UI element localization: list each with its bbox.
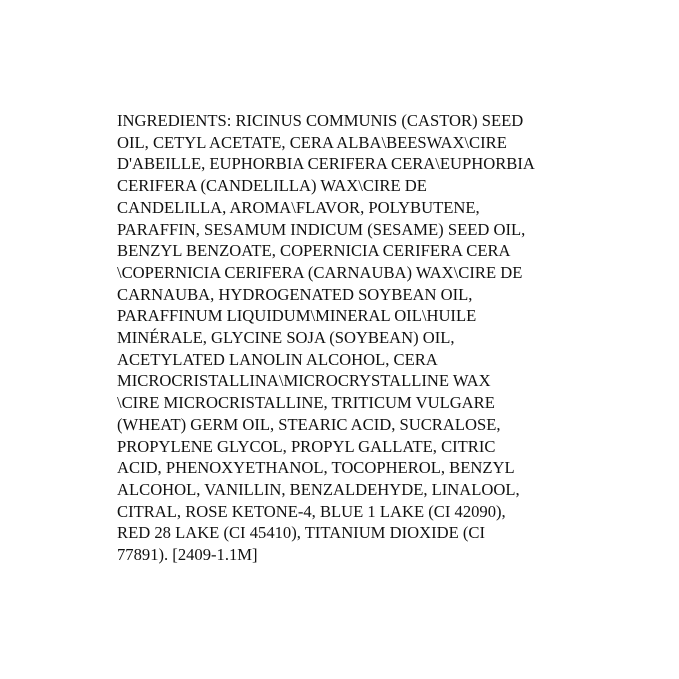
ingredients-line-21: 77891). [2409-1.1M]: [117, 545, 258, 565]
ingredients-line-9: CARNAUBA, HYDROGENATED SOYBEAN OIL,: [117, 284, 473, 304]
ingredients-line-6: PARAFFIN, SESAMUM INDICUM (SESAME) SEED OIL,: [117, 219, 526, 239]
ingredients-line-13: MICROCRISTALLINA\MICROCRYSTALLINE WAX: [117, 371, 491, 391]
ingredients-line-14: \CIRE MICROCRISTALLINE, TRITICUM VULGARE: [117, 393, 495, 413]
ingredients-line-17: ACID, PHENOXYETHANOL, TOCOPHEROL, BENZYL: [117, 458, 515, 478]
ingredients-line-8: \COPERNICIA CERIFERA (CARNAUBA) WAX\CIRE DE: [117, 262, 523, 282]
ingredients-line-4: CERIFERA (CANDELILLA) WAX\CIRE DE: [117, 176, 427, 196]
ingredients-line-18: ALCOHOL, VANILLIN, BENZALDEHYDE, LINALOOL,: [117, 479, 520, 499]
ingredients-line-7: BENZYL BENZOATE, COPERNICIA CERIFERA CERA: [117, 241, 511, 261]
ingredients-line-10: PARAFFINUM LIQUIDUM\MINERAL OIL\HUILE: [117, 306, 477, 326]
ingredients-panel: [117, 110, 577, 566]
ingredients-line-5: CANDELILLA, AROMA\FLAVOR, POLYBUTENE,: [117, 197, 480, 217]
ingredients-line-16: PROPYLENE GLYCOL, PROPYL GALLATE, CITRIC: [117, 436, 496, 456]
ingredients-line-1: INGREDIENTS: RICINUS COMMUNIS (CASTOR) SEED: [117, 111, 524, 130]
ingredients-line-3: D'ABEILLE, EUPHORBIA CERIFERA CERA\EUPHORBIA: [117, 154, 535, 174]
ingredients-line-2: OIL, CETYL ACETATE, CERA ALBA\BEESWAX\CIRE: [117, 132, 507, 152]
ingredients-line-19: CITRAL, ROSE KETONE-4, BLUE 1 LAKE (CI 42090),: [117, 501, 506, 521]
ingredients-line-20: RED 28 LAKE (CI 45410), TITANIUM DIOXIDE (CI: [117, 523, 485, 543]
ingredients-line-12: ACETYLATED LANOLIN ALCOHOL, CERA: [117, 349, 438, 369]
ingredients-line-11: MINÉRALE, GLYCINE SOJA (SOYBEAN) OIL,: [117, 328, 455, 348]
ingredients-line-15: (WHEAT) GERM OIL, STEARIC ACID, SUCRALOSE,: [117, 414, 501, 434]
